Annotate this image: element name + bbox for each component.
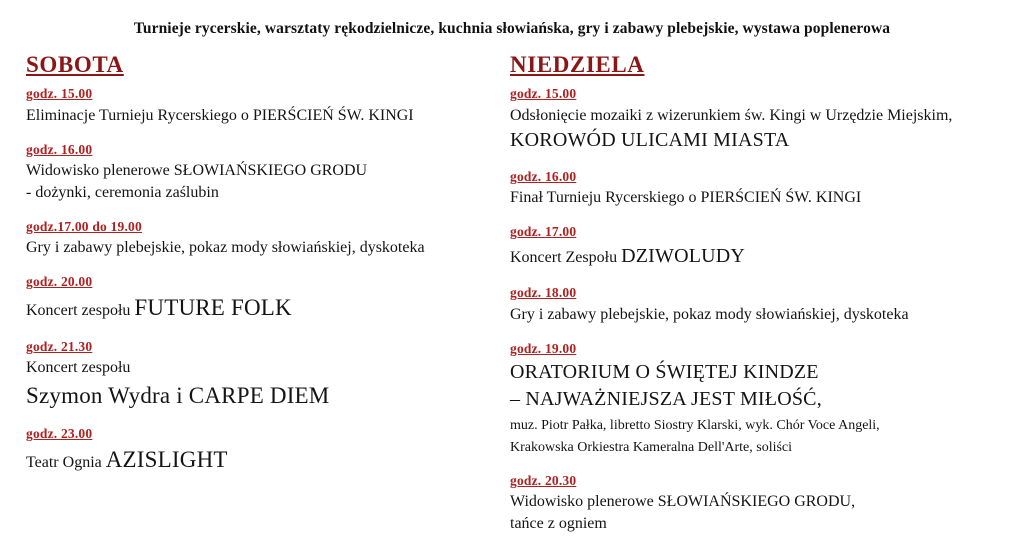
entry-line-text: tańce z ogniem <box>510 515 607 533</box>
program-entry <box>510 168 1014 209</box>
entry-line-text: - dożynki, ceremonia zaślubin <box>26 183 219 201</box>
entry-line <box>510 359 1014 387</box>
entry-line <box>26 380 496 412</box>
entry-description <box>510 359 1014 458</box>
entry-line <box>510 513 1014 535</box>
day-column-saturday <box>0 52 504 552</box>
day-column-sunday <box>504 52 1024 552</box>
entries-sunday <box>510 85 1014 535</box>
entry-line-text: Koncert zespołu <box>26 302 131 320</box>
entry-line-text: ORATORIUM O ŚWIĘTEJ KINDZE <box>510 360 819 383</box>
program-entry <box>26 85 496 126</box>
entry-time: godz. 16.00 <box>510 169 577 185</box>
program-entry <box>26 218 496 259</box>
entry-line-text: Eliminacje Turnieju Rycerskiego o PIERŚCIEŃ ŚW. KINGI <box>26 106 414 124</box>
entry-line <box>510 436 1014 458</box>
day-heading-sunday: NIEDZIELA <box>510 52 645 77</box>
program-entry <box>26 425 496 476</box>
entry-time: godz. 20.00 <box>26 274 93 290</box>
day-heading-saturday: SOBOTA <box>26 52 124 77</box>
entry-line-text: Widowisko plenerowe SŁOWIAŃSKIEGO GRODU, <box>510 493 856 511</box>
entry-line <box>510 491 1014 513</box>
entry-line-highlight: DZIWOLUDY <box>621 244 746 267</box>
entry-line <box>26 105 496 127</box>
entry-line-text: Szymon Wydra i CARPE DIEM <box>26 382 330 408</box>
entry-line-text: Gry i zabawy plebejskie, pokaz mody słowiańskiej, dyskoteka <box>26 239 425 257</box>
entry-line <box>510 187 1014 209</box>
entry-line-text: muz. Piotr Pałka, libretto Siostry Klarski, wyk. Chór Voce Angeli, <box>510 418 880 433</box>
program-entry <box>510 223 1014 270</box>
entry-line-text: Widowisko plenerowe SŁOWIAŃSKIEGO GRODU <box>26 161 368 179</box>
entry-description <box>26 237 496 259</box>
entry-description <box>26 160 496 204</box>
entry-description <box>26 357 496 411</box>
entry-line <box>26 237 496 259</box>
entry-line <box>510 304 1014 326</box>
entry-line <box>510 127 1014 155</box>
entry-time: godz. 19.00 <box>510 340 577 356</box>
entry-line-text: Finał Turnieju Rycerskiego o PIERŚCIEŃ ŚW. KINGI <box>510 189 862 207</box>
entry-description <box>510 105 1014 155</box>
entry-time: godz. 20.30 <box>510 473 577 489</box>
entry-description <box>510 187 1014 209</box>
entry-line <box>26 182 496 204</box>
entry-line <box>510 105 1014 127</box>
entry-description <box>510 243 1014 271</box>
entry-line <box>510 386 1014 414</box>
entry-line-highlight: FUTURE FOLK <box>134 295 292 321</box>
entry-description <box>26 292 496 324</box>
entry-line <box>26 160 496 182</box>
entry-time: godz. 17.00 <box>510 224 577 240</box>
entry-time: godz. 18.00 <box>510 285 577 301</box>
program-columns <box>0 52 1024 552</box>
entry-line <box>26 292 496 324</box>
entry-line-text: – NAJWAŻNIEJSZA JEST MIŁOŚĆ, <box>510 388 822 411</box>
program-entry <box>510 472 1014 535</box>
entry-description <box>510 304 1014 326</box>
entry-line-text: Odsłonięcie mozaiki z wizerunkiem św. Kingi w Urzędzie Miejskim, <box>510 106 953 124</box>
entry-line-text: KOROWÓD ULICAMI MIASTA <box>510 128 790 151</box>
entry-line <box>26 357 496 379</box>
entry-line <box>510 414 1014 436</box>
program-entry <box>26 273 496 324</box>
entry-time: godz. 15.00 <box>26 86 93 102</box>
entry-line-text: Koncert zespołu <box>26 359 131 377</box>
entries-saturday <box>26 85 496 476</box>
program-entry <box>26 141 496 204</box>
entry-line-text: Teatr Ognia <box>26 454 102 472</box>
program-entry <box>510 284 1014 325</box>
entry-time: godz. 21.30 <box>26 339 93 355</box>
program-entry <box>510 85 1014 154</box>
entry-time: godz. 15.00 <box>510 86 577 102</box>
entry-description <box>26 105 496 127</box>
program-entry <box>510 340 1014 459</box>
program-entry <box>26 338 496 411</box>
entry-description <box>26 444 496 476</box>
entry-line-text: Koncert Zespołu <box>510 248 618 266</box>
entry-line-highlight: AZISLIGHT <box>105 447 228 473</box>
entry-time: godz. 23.00 <box>26 426 93 442</box>
entry-time: godz. 16.00 <box>26 141 93 157</box>
entry-description <box>510 491 1014 535</box>
entry-line <box>26 444 496 476</box>
intro-text: Turnieje rycerskie, warsztaty rękodzielnicze, kuchnia słowiańska, gry i zabawy plebejskie, wystawa poplenerowa <box>133 20 891 37</box>
entry-line-text: Gry i zabawy plebejskie, pokaz mody słowiańskiej, dyskoteka <box>510 305 909 323</box>
entry-time: godz.17.00 do 19.00 <box>26 218 142 234</box>
entry-line-text: Krakowska Orkiestra Kameralna Dell'Arte, soliści <box>510 440 793 456</box>
entry-line <box>510 243 1014 271</box>
